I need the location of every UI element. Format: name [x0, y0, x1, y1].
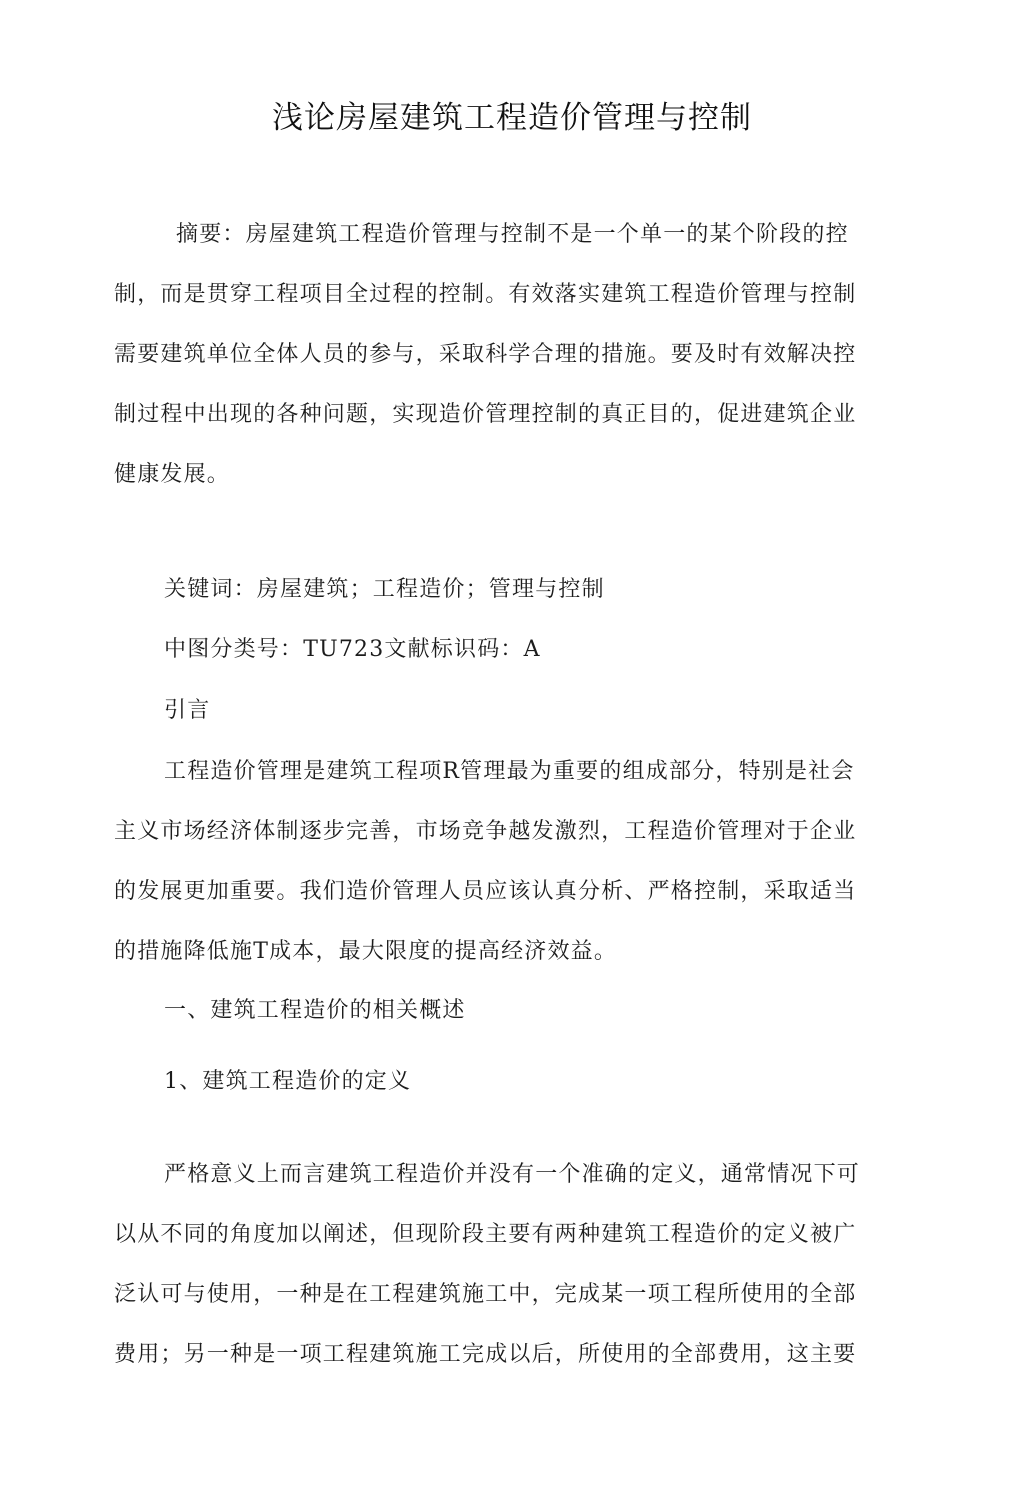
abstract-line: 需要建筑单位全体人员的参与，采取科学合理的措施。要及时有效解决控	[114, 342, 857, 367]
intro-line: 主义市场经济体制逐步完善，市场竞争越发激烈，工程造价管理对于企业	[114, 819, 857, 844]
intro-heading: 引言	[164, 698, 211, 723]
keywords-line: 关键词：房屋建筑；工程造价；管理与控制	[164, 577, 605, 602]
definition-line: 费用；另一种是一项工程建筑施工完成以后，所使用的全部费用，这主要	[114, 1342, 857, 1367]
definition-line: 泛认可与使用，一种是在工程建筑施工中，完成某一项工程所使用的全部	[114, 1282, 857, 1307]
abstract-line: 健康发展。	[114, 462, 231, 487]
intro-paragraph	[114, 742, 874, 982]
abstract-paragraph	[114, 205, 874, 505]
definition-line: 严格意义上而言建筑工程造价并没有一个准确的定义，通常情况下可	[164, 1162, 861, 1187]
definition-line: 以从不同的角度加以阐述，但现阶段主要有两种建筑工程造价的定义被广	[114, 1222, 857, 1247]
intro-line: 的措施降低施T成本，最大限度的提高经济效益。	[114, 939, 618, 964]
subsection-heading: 1、建筑工程造价的定义	[164, 1069, 412, 1094]
definition-paragraph	[114, 1145, 874, 1385]
intro-line: 的发展更加重要。我们造价管理人员应该认真分析、严格控制，采取适当	[114, 879, 857, 904]
classification-line: 中图分类号：TU723文献标识码：A	[164, 637, 541, 662]
intro-line: 工程造价管理是建筑工程项R管理最为重要的组成部分，特别是社会	[164, 759, 855, 784]
document-title: 浅论房屋建筑工程造价管理与控制	[272, 100, 752, 136]
abstract-line: 制，而是贯穿工程项目全过程的控制。有效落实建筑工程造价管理与控制	[114, 282, 857, 307]
abstract-line: 制过程中出现的各种问题，实现造价管理控制的真正目的，促进建筑企业	[114, 402, 857, 427]
abstract-line: 摘要：房屋建筑工程造价管理与控制不是一个单一的某个阶段的控	[176, 222, 849, 247]
section-heading: 一、建筑工程造价的相关概述	[164, 998, 466, 1023]
